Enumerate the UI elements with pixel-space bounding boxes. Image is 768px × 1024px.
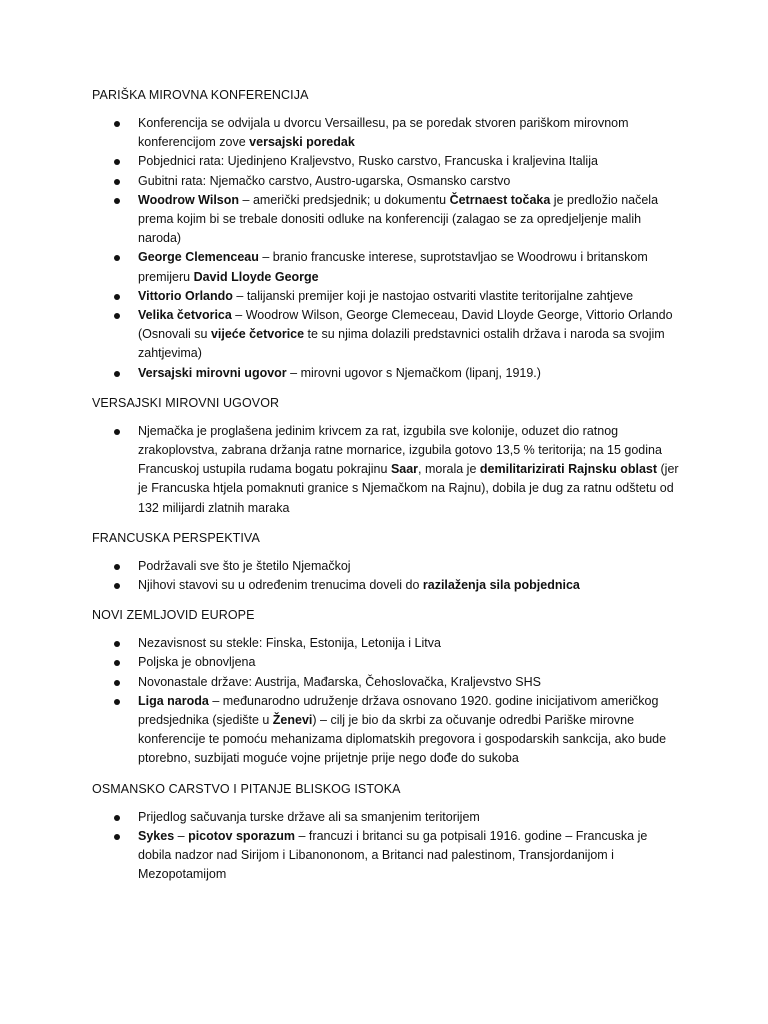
section-heading: NOVI ZEMLJOVID EUROPE [92,608,255,623]
bold-text: vijeće četvorice [210,327,305,342]
bold-text: razilaženja sila pobjednica [422,578,580,593]
text-segment: Gubitni rata: Njemačko carstvo, Austro-ugarska, Osmansko carstvo [138,173,511,188]
bold-text: Velika četvorica [138,308,232,323]
text-segment: Nezavisnost su stekle: Finska, Estonija, Letonija i Litva [138,636,441,651]
section [92,780,682,885]
text-segment: (jer je Francuska htjela pomaknuti granice s Njemačkom na Rajnu), dobila je dug za ratnu odštetu od 132 milijardi zlatnih maraka [138,462,679,515]
bold-text: demilitarizirati Rajnsku oblast [479,462,658,477]
section-heading: PARIŠKA MIROVNA KONFERENCIJA [92,88,309,102]
list-item [92,653,682,672]
list-item [92,634,682,653]
bold-text: Saar [390,462,419,477]
bullet-list [92,114,682,383]
text-segment: Prijedlog sačuvanja turske države ali sa smanjenim teritorijem [138,809,480,824]
text-segment: Podržavali sve što je štetilo Njemačkoj [138,558,351,573]
section [92,606,682,768]
bold-text: picotov sporazum [188,828,296,843]
section [92,86,682,383]
text-segment: Novonastale države: Austrija, Mađarska, Čehoslovačka, Kraljevstvo SHS [138,674,541,689]
section [92,394,682,518]
list-item [92,422,682,518]
list-item [92,673,682,692]
text-segment: je predložio načela prema kojim bi se trebale donositi odluke na konferenciji (zalagao se za opredjeljenje malih naroda) [138,192,659,246]
document-page [92,86,682,896]
text-segment: – [174,828,189,843]
text-segment: – međunarodno udruženje država osnovano 1920. godine inicijativom američkog predsjednika (sjedište u [138,693,659,728]
list-item [92,172,682,191]
list-item [92,248,682,286]
text-segment: – talijanski premijer koji je nastojao ostvariti vlastite teritorijalne zahtjeve [232,288,634,303]
list-item [92,191,682,249]
list-item [92,152,682,171]
section-heading: VERSAJSKI MIROVNI UGOVOR [92,395,280,410]
text-segment: Konferencija se odvijala u dvorcu Versaillesu, pa se poredak stvoren pariškom mirovnom konferencijom zove [138,116,629,150]
bullet-list [92,634,682,768]
text-segment: Njihovi stavovi su u određenim trenucima doveli do [138,578,423,593]
text-segment: – Woodrow Wilson, George Clemeceau, David Lloyde George, Vittorio Orlando (Osnovali su [138,308,673,342]
text-segment: Pobjednici rata: Ujedinjeno Kraljevstvo, Rusko carstvo, Francuska i kraljevina Italija [138,154,598,169]
bold-text: Ženevi [272,713,313,728]
list-item [92,827,682,885]
text-segment: , morala je [418,462,480,477]
text-segment: Njemačka je proglašena jedinim krivcem za rat, izgubila sve kolonije, oduzet dio ratnog zrakoplovstva, zabrana držanja ratne mornarice, izgubila gotovo 13,5 % teritorija; na 15 godina Francuskoj ustupila rudama bogatu pokrajinu [138,423,662,477]
text-segment: ) – cilj je bio da skrbi za očuvanje odredbi Pariške mirovne konferencije te pomoću mehanizama diplomatskih pregovora i gospodarskih sankcija, ako bude ptorebno, suzbijati moguće vojne prijetnje prije nego dođe do sukoba [138,713,667,766]
list-item [92,576,682,595]
bold-text: David Lloyde George [193,269,319,284]
bold-text: versajski poredak [249,135,355,150]
list-item [92,692,682,769]
bold-text: Woodrow Wilson [138,192,240,207]
list-item [92,364,682,383]
bold-text: Versajski mirovni ugovor [138,365,287,380]
bold-text: Liga naroda [138,693,209,708]
list-item [92,114,682,152]
text-segment: Poljska je obnovljena [138,655,256,670]
text-segment: – američki predsjednik; u dokumentu [239,192,450,207]
bold-text: George Clemenceau [138,250,259,265]
text-segment: – mirovni ugovor s Njemačkom (lipanj, 1919.) [286,365,541,380]
section-heading: FRANCUSKA PERSPEKTIVA [92,530,260,545]
bold-text: Vittorio Orlando [138,288,233,303]
list-item [92,306,682,364]
list-item [92,808,682,827]
bold-text: Četrnaest točaka [449,192,551,207]
bullet-list [92,422,682,518]
text-segment: – branio francuske interese, suprotstavljao se Woodrowu i britanskom premijeru [138,250,648,284]
text-segment: te su njima dolazili predstavnici ostalih država i naroda sa svojim zahtjevima) [138,327,665,361]
text-segment: – francuzi i britanci su ga potpisali 1916. godine – Francuska je dobila nadzor nad Sirijom i Libanononom, a Britanci nad palestinom, Transjordanijom i Mezopotamijom [138,828,648,882]
section [92,529,682,595]
list-item [92,287,682,306]
bullet-list [92,808,682,885]
bold-text: Sykes [138,828,175,843]
bullet-list [92,557,682,595]
section-heading: OSMANSKO CARSTVO I PITANJE BLISKOG ISTOKA [92,781,401,796]
list-item [92,557,682,576]
